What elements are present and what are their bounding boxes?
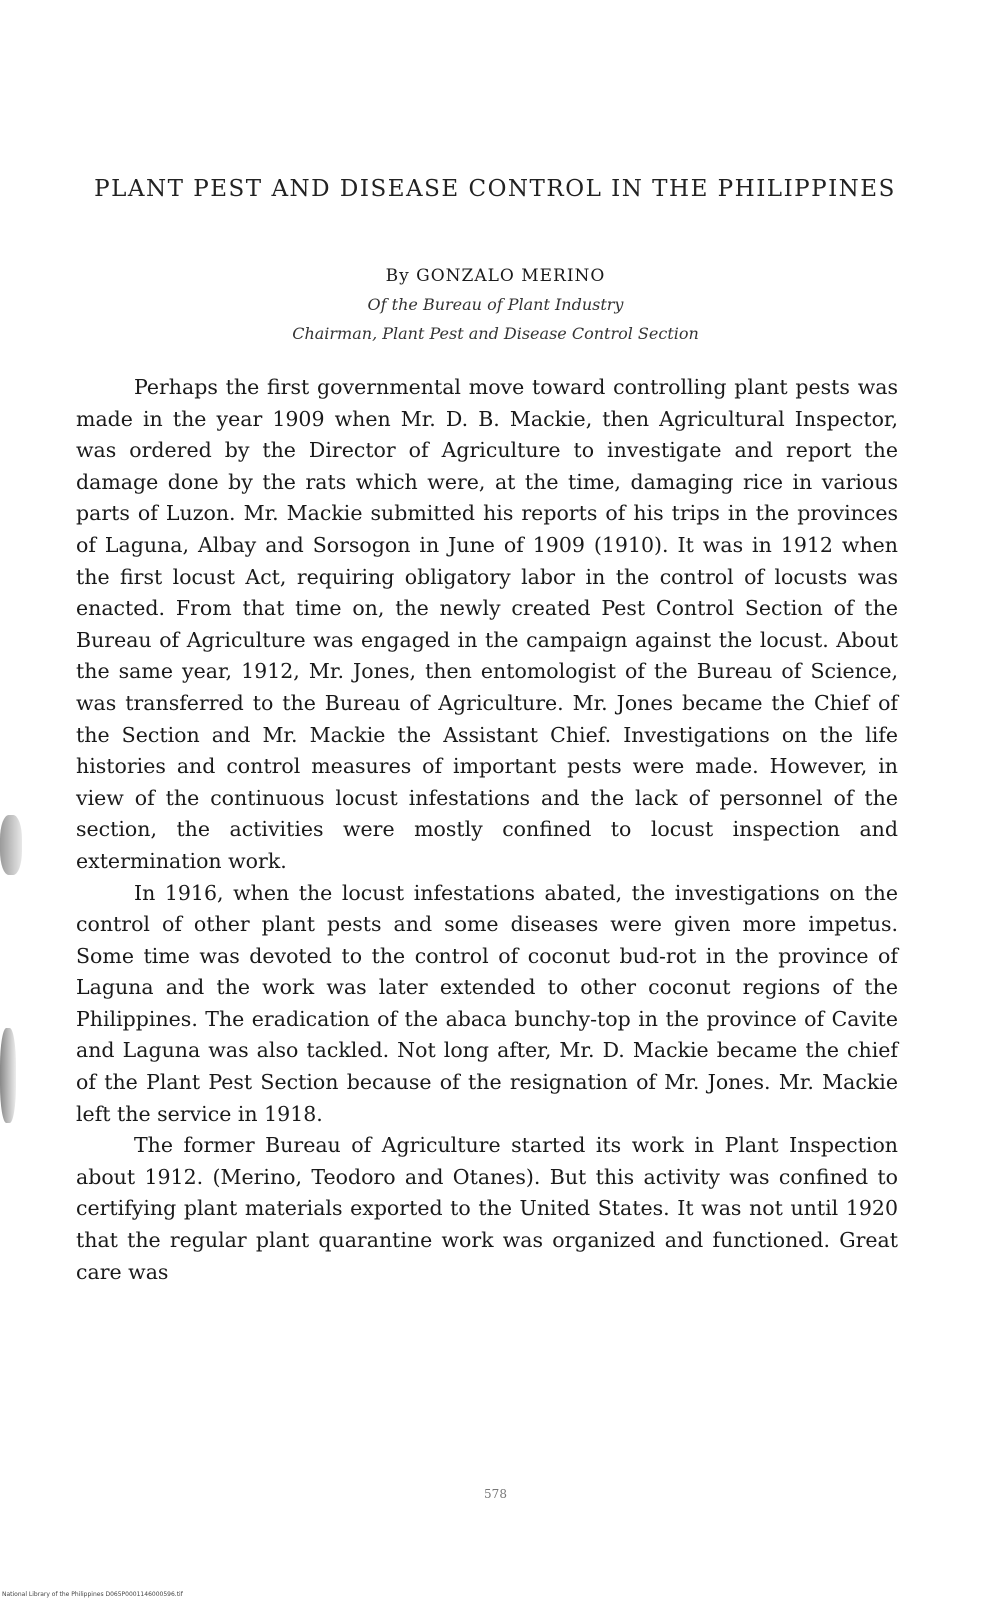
author-position: Chairman, Plant Pest and Disease Control Section (292, 324, 699, 343)
author-affiliation: Of the Bureau of Plant Industry (367, 295, 624, 314)
scan-footer: National Library of the Philippines D065P0001146000596.tif (2, 1591, 183, 1598)
scan-edge-artifact (0, 815, 22, 875)
article-title: PLANT PEST AND DISEASE CONTROL IN THE PHILIPPINES (94, 176, 896, 202)
author-byline: By GONZALO MERINO (385, 266, 606, 286)
body-paragraph: Perhaps the first governmental move toward controlling plant pests was made in the year 1909 when Mr. D. B. Mackie, then Agricultural Inspector, was ordered by the Director of Agriculture to investigate and report the damage done by the rats which were, at the time, damaging rice in various parts of Luzon. Mr. Mackie submitted his reports of his trips in the provinces of Laguna, Albay and Sorsogon in June of 1909 (1910). It was in 1912 when the first locust Act, requiring obligatory labor in the control of locusts was enacted. From that time on, the newly created Pest Control Section of the Bureau of Agriculture was engaged in the campaign against the locust. About the same year, 1912, Mr. Jones, then entomologist of the Bureau of Science, was transferred to the Bureau of Agriculture. Mr. Jones became the Chief of the Section and Mr. Mackie the Assistant Chief. Investigations on the life histories and control measures of important pests were made. However, in view of the continuous locust infestations and the lack of personnel of the section, the activities were mostly confined to locust inspection and extermination work. (76, 375, 898, 873)
scan-edge-artifact (0, 1028, 16, 1123)
body-paragraph: In 1916, when the locust infestations abated, the investigations on the control of other plant pests and some diseases were given more impetus. Some time was devoted to the control of coconut bud-rot in the province of Laguna and the work was later extended to other coconut regions of the Philippines. The eradication of the abaca bunchy-top in the province of Cavite and Laguna was also tackled. Not long after, Mr. D. Mackie became the chief of the Plant Pest Section because of the resignation of Mr. Jones. Mr. Mackie left the service in 1918. (76, 880, 898, 1126)
article-body (76, 372, 898, 1288)
body-paragraph: The former Bureau of Agriculture started its work in Plant Inspection about 1912. (Merino, Teodoro and Otanes). But this activity was confined to certifying plant materials exported to the United States. It was not until 1920 that the regular plant quarantine work was organized and functioned. Great care was (76, 1133, 898, 1284)
page-number: 578 (484, 1487, 507, 1501)
